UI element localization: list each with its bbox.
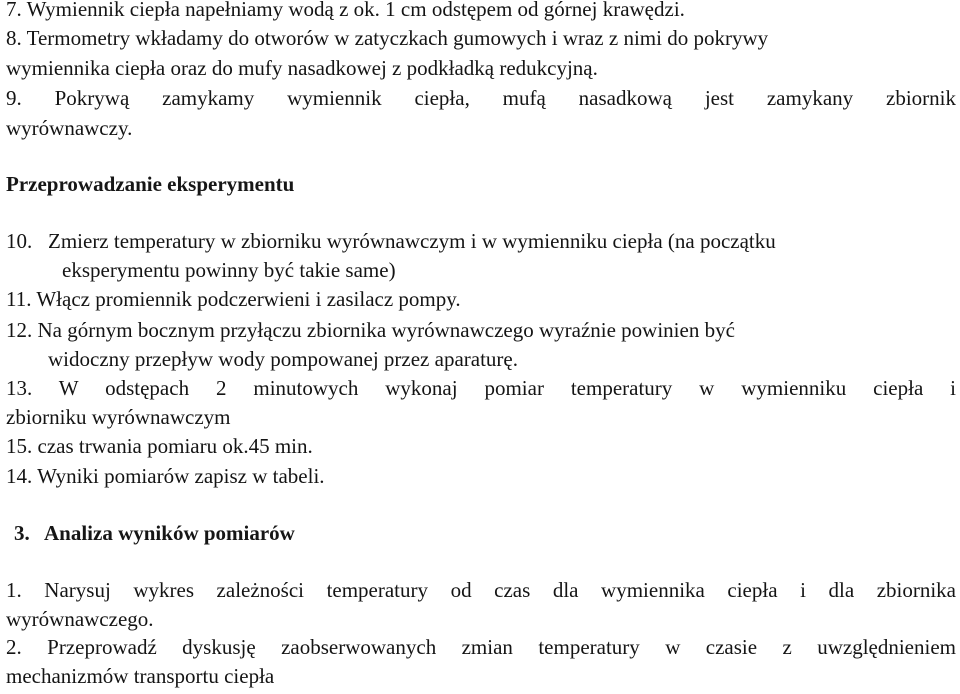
- step-13-line-1: 13. W odstępach 2 minutowych wykonaj pomiar temperatury w wymienniku ciepła i: [6, 376, 956, 400]
- step-9-line-2: wyrównawczy.: [6, 116, 133, 140]
- step-10-text: Zmierz temperatury w zbiorniku wyrównawczym i w wymienniku ciepła (na początku: [48, 229, 776, 253]
- section-number: 3.: [14, 521, 30, 545]
- section-heading-analysis: [6, 520, 295, 546]
- step-10-line-2: eksperymentu powinny być takie same): [62, 258, 396, 282]
- step-14-text: 14. Wyniki pomiarów zapisz w tabeli.: [6, 464, 325, 488]
- step-15-text: 15. czas trwania pomiaru ok.45 min.: [6, 434, 313, 458]
- step-8-line-1: 8. Termometry wkładamy do otworów w zatyczkach gumowych i wraz z nimi do pokrywy: [6, 26, 769, 50]
- section-title: Analiza wyników pomiarów: [44, 521, 295, 545]
- step-10-line-1: [6, 228, 776, 254]
- step-9-line-1: 9. Pokrywą zamykamy wymiennik ciepła, mufą nasadkową jest zamykany zbiornik: [6, 86, 956, 110]
- step-12-line-1: 12. Na górnym bocznym przyłączu zbiornika wyrównawczego wyraźnie powinien być: [6, 318, 735, 342]
- analysis-1-line-1: 1. Narysuj wykres zależności temperatury od czas dla wymiennika ciepła i dla zbiornika: [6, 578, 956, 602]
- step-13-line-2: zbiorniku wyrównawczym: [6, 405, 231, 429]
- analysis-2-line-2: mechanizmów transportu ciepła: [6, 664, 275, 688]
- analysis-1-line-2: wyrównawczego.: [6, 607, 154, 631]
- section-heading-experiment: Przeprowadzanie eksperymentu: [6, 172, 295, 196]
- step-10-number: 10.: [6, 229, 33, 253]
- step-8-line-2: wymiennika ciepła oraz do mufy nasadkowej z podkładką redukcyjną.: [6, 56, 598, 80]
- step-11-text: 11. Włącz promiennik podczerwieni i zasilacz pompy.: [6, 287, 461, 311]
- step-12-line-2: widoczny przepływ wody pompowanej przez aparaturę.: [48, 347, 518, 371]
- step-7-text: 7. Wymiennik ciepła napełniamy wodą z ok. 1 cm odstępem od górnej krawędzi.: [6, 0, 685, 21]
- analysis-2-line-1: 2. Przeprowadź dyskusję zaobserwowanych zmian temperatury w czasie z uwzględnieniem: [6, 635, 956, 659]
